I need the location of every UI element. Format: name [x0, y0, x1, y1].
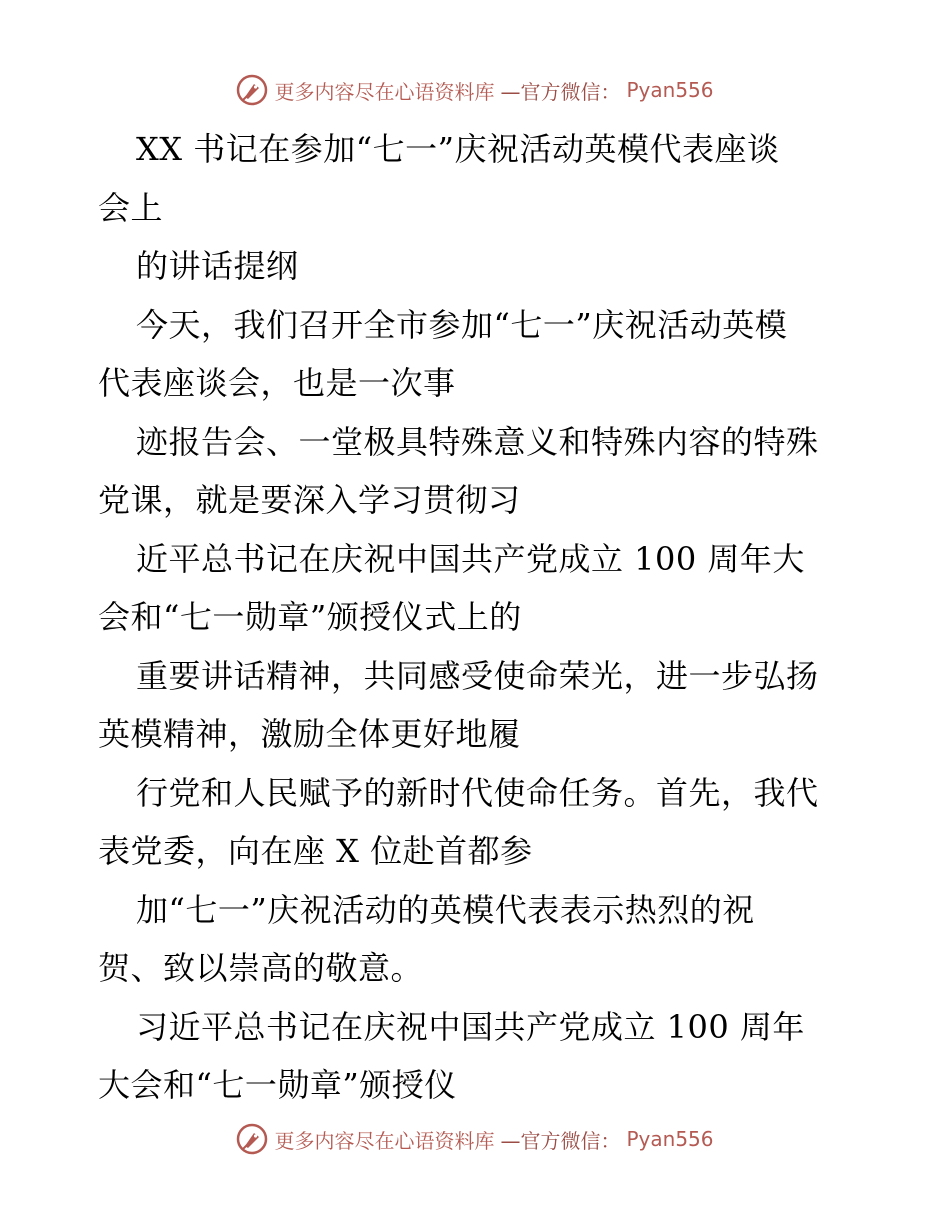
header-watermark [0, 70, 950, 110]
paragraph-line: 行党和人民赋予的新时代使命任务。首先，我代 [136, 773, 819, 812]
paragraph-line: 重要讲话精神，共同感受使命荣光，进一步弘扬 [136, 656, 819, 695]
paragraph-line: 今天，我们召开全市参加“七一”庆祝活动英模 [136, 305, 788, 344]
watermark-text: 更多内容尽在心语资料库 [274, 79, 495, 104]
document-subtitle-line: 的讲话提纲 [136, 247, 299, 285]
paragraph-line: 党课，就是要深入学习贯彻习 [98, 481, 521, 519]
paragraph-line: 迹报告会、一堂极具特殊意义和特殊内容的特殊 [136, 422, 819, 461]
paragraph-line: 会和“七一勋章”颁授仪式上的 [98, 598, 522, 636]
watermark-separator: —官方微信： [500, 1128, 621, 1153]
document-title-line: 会上 [98, 188, 164, 227]
paragraph-line: 代表座谈会，也是一次事 [98, 364, 456, 402]
paragraph-line: 表党委，向在座 X 位赴首都参 [98, 832, 533, 870]
watermark-account: Pyan556 [626, 78, 714, 102]
document-body [98, 120, 858, 1115]
pen-nib-logo-icon [236, 1123, 268, 1155]
paragraph-line: 英模精神，激励全体更好地履 [98, 715, 521, 753]
document-title-line: XX 书记在参加“七一”庆祝活动英模代表座谈 [136, 130, 780, 168]
paragraph-line: 大会和“七一勋章”颁授仪 [98, 1066, 457, 1104]
pen-nib-logo-icon [236, 74, 268, 106]
paragraph-line: 习近平总书记在庆祝中国共产党成立 100 周年 [136, 1007, 805, 1046]
paragraph-line: 近平总书记在庆祝中国共产党成立 100 周年大 [136, 539, 805, 578]
watermark-separator: —官方微信： [500, 79, 621, 104]
paragraph-line: 贺、致以崇高的敬意。 [98, 949, 424, 987]
watermark-text: 更多内容尽在心语资料库 [274, 1128, 495, 1153]
watermark-account: Pyan556 [626, 1127, 714, 1151]
footer-watermark [0, 1119, 950, 1159]
paragraph-line: 加“七一”庆祝活动的英模代表表示热烈的祝 [136, 890, 755, 929]
